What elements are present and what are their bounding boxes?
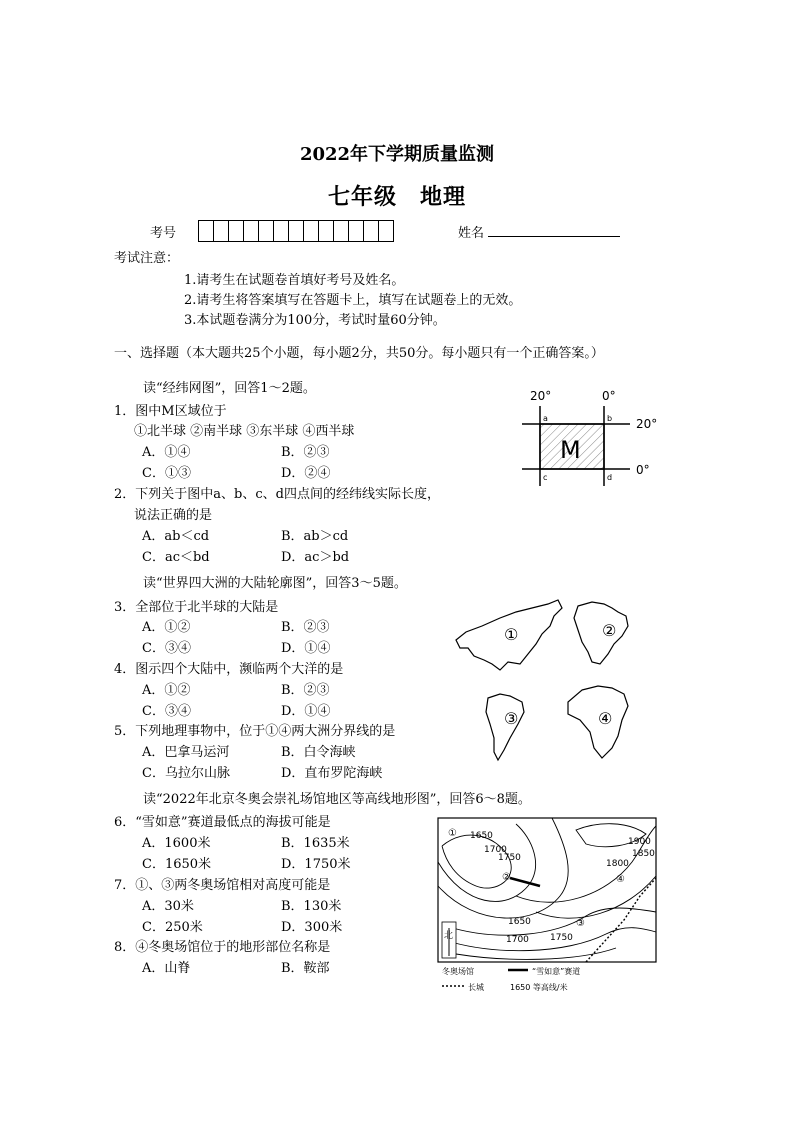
continent-4-label: ④ [598,709,613,728]
intro-text: 读“2022年北京冬奥会崇礼场馆地区等高线地形图”，回答6～8题。 [143,792,531,807]
point-d: d [607,473,613,482]
notice-heading: 考试注意： [114,251,180,266]
contour-label: 1700 [506,935,529,945]
contour-line [446,908,656,935]
legend-wall: 长城 [468,983,484,992]
question-stem: 2．下列关于图中a、b、c、d四点间的经纬线实际长度， [114,487,440,502]
question-stem: 5．下列地理事物中，位于①④两大洲分界线的是 [114,724,396,739]
option[interactable]: B．1635米 [281,836,350,851]
grid-label-lat-bottom: 0° [636,463,650,477]
grid-label-lat-top: 20° [636,417,658,431]
option[interactable]: B．②③ [281,620,330,635]
exam-number-label: 考号 [150,226,177,241]
intro-text: 读“经纬网图”，回答1～2题。 [143,381,316,396]
continent-3-label: ③ [504,709,519,728]
legend-venue: 冬奥场馆 [442,967,474,976]
notice-item: 2.请考生将答案填写在答题卡上，填写在试题卷上的无效。 [184,293,522,308]
legend-contour: 1650 等高线/米 [510,983,568,992]
continent-1-label: ① [504,625,519,644]
contour-label: 1750 [550,933,573,943]
option[interactable]: B．130米 [281,899,342,914]
contour-label: 1850 [632,849,655,859]
grid-label-lon-right: 0° [602,389,616,403]
contour-label: 1700 [484,845,507,855]
question-stem: 4．图示四个大陆中，濒临两个大洋的是 [114,662,344,677]
option[interactable]: C．乌拉尔山脉 [142,766,230,781]
point-a: a [543,414,548,423]
continents-figure [452,598,662,773]
grid-label-lon-left: 20° [530,389,552,403]
north-label: 北 [444,931,454,941]
option[interactable]: C．1650米 [142,857,212,872]
option[interactable]: A．1600米 [142,836,211,851]
option[interactable]: D．1750米 [281,857,351,872]
section-heading: 一、选择题（本大题共25个小题，每小题2分，共50分。每小题只有一个正确答案。） [114,346,604,361]
question-extra: 说法正确的是 [134,508,213,523]
option[interactable]: D．②④ [281,466,331,481]
option[interactable]: D．①④ [281,641,331,656]
legend-track: “雪如意”赛道 [532,967,581,976]
intro-text: 读“世界四大洲的大陆轮廓图”，回答3～5题。 [143,576,407,591]
option[interactable]: B．ab＞cd [281,529,349,544]
question-stem: 8．④冬奥场馆位于的地形部位名称是 [114,940,331,955]
contour-label: 1650 [470,831,493,841]
question-stem: 1．图中M区域位于 [114,404,227,419]
venue-3-label: ③ [576,918,585,929]
contour-label: 1650 [508,917,531,927]
name-field[interactable] [488,222,620,241]
venue-1-label: ① [448,828,457,839]
exam-title: 2022年下学期质量监测 [299,144,495,165]
option[interactable]: A．巴拿马运河 [142,745,230,760]
contour-label: 1750 [498,853,521,863]
option[interactable]: D．直布罗陀海峡 [281,766,383,781]
option[interactable]: C．①③ [142,466,191,481]
option[interactable]: A．①② [142,683,191,698]
contour-label: 1900 [628,837,651,847]
option[interactable]: B．②③ [281,445,330,460]
contour-line [456,948,616,959]
contour-line [438,818,568,918]
name-label: 姓名 [458,226,485,241]
notice-item: 1.请考生在试题卷首填好考号及姓名。 [184,273,405,288]
question-extra: ①北半球 ②南半球 ③东半球 ④西半球 [134,424,355,439]
snow-ruyi-track [510,878,540,886]
option[interactable]: D．300米 [281,920,343,935]
option[interactable]: A．山脊 [142,961,191,976]
option[interactable]: C．250米 [142,920,203,935]
option[interactable]: B．鞍部 [281,961,330,976]
option[interactable]: C．③④ [142,641,191,656]
option[interactable]: B．白令海峡 [281,745,356,760]
point-b: b [607,414,613,423]
option[interactable]: B．②③ [281,683,330,698]
continent-2-outline [574,602,628,664]
lat-long-grid-figure [516,384,666,494]
continent-2-label: ② [602,621,617,640]
region-m-label: M [560,436,581,464]
question-stem: 6．“雪如意”赛道最低点的海拔可能是 [114,815,331,830]
option[interactable]: D．ac＞bd [281,550,350,565]
option[interactable]: A．①④ [142,445,191,460]
question-stem: 7．①、③两冬奥场馆相对高度可能是 [114,878,331,893]
notice-item: 3.本试题卷满分为100分，考试时量60分钟。 [184,313,446,328]
option[interactable]: C．③④ [142,704,191,719]
venue-4-label: ④ [616,874,625,885]
subject-title: 七年级 地理 [327,184,466,210]
option[interactable]: A．30米 [142,899,194,914]
question-stem: 3．全部位于北半球的大陆是 [114,600,279,615]
option[interactable]: C．ac＜bd [142,550,210,565]
point-c: c [543,473,548,482]
venue-2-label: ② [502,872,511,883]
contour-map-figure [436,816,660,996]
option[interactable]: A．①② [142,620,191,635]
contour-label: 1800 [606,859,629,869]
option[interactable]: A．ab＜cd [142,529,210,544]
option[interactable]: D．①④ [281,704,331,719]
exam-number-boxes[interactable] [198,220,393,242]
